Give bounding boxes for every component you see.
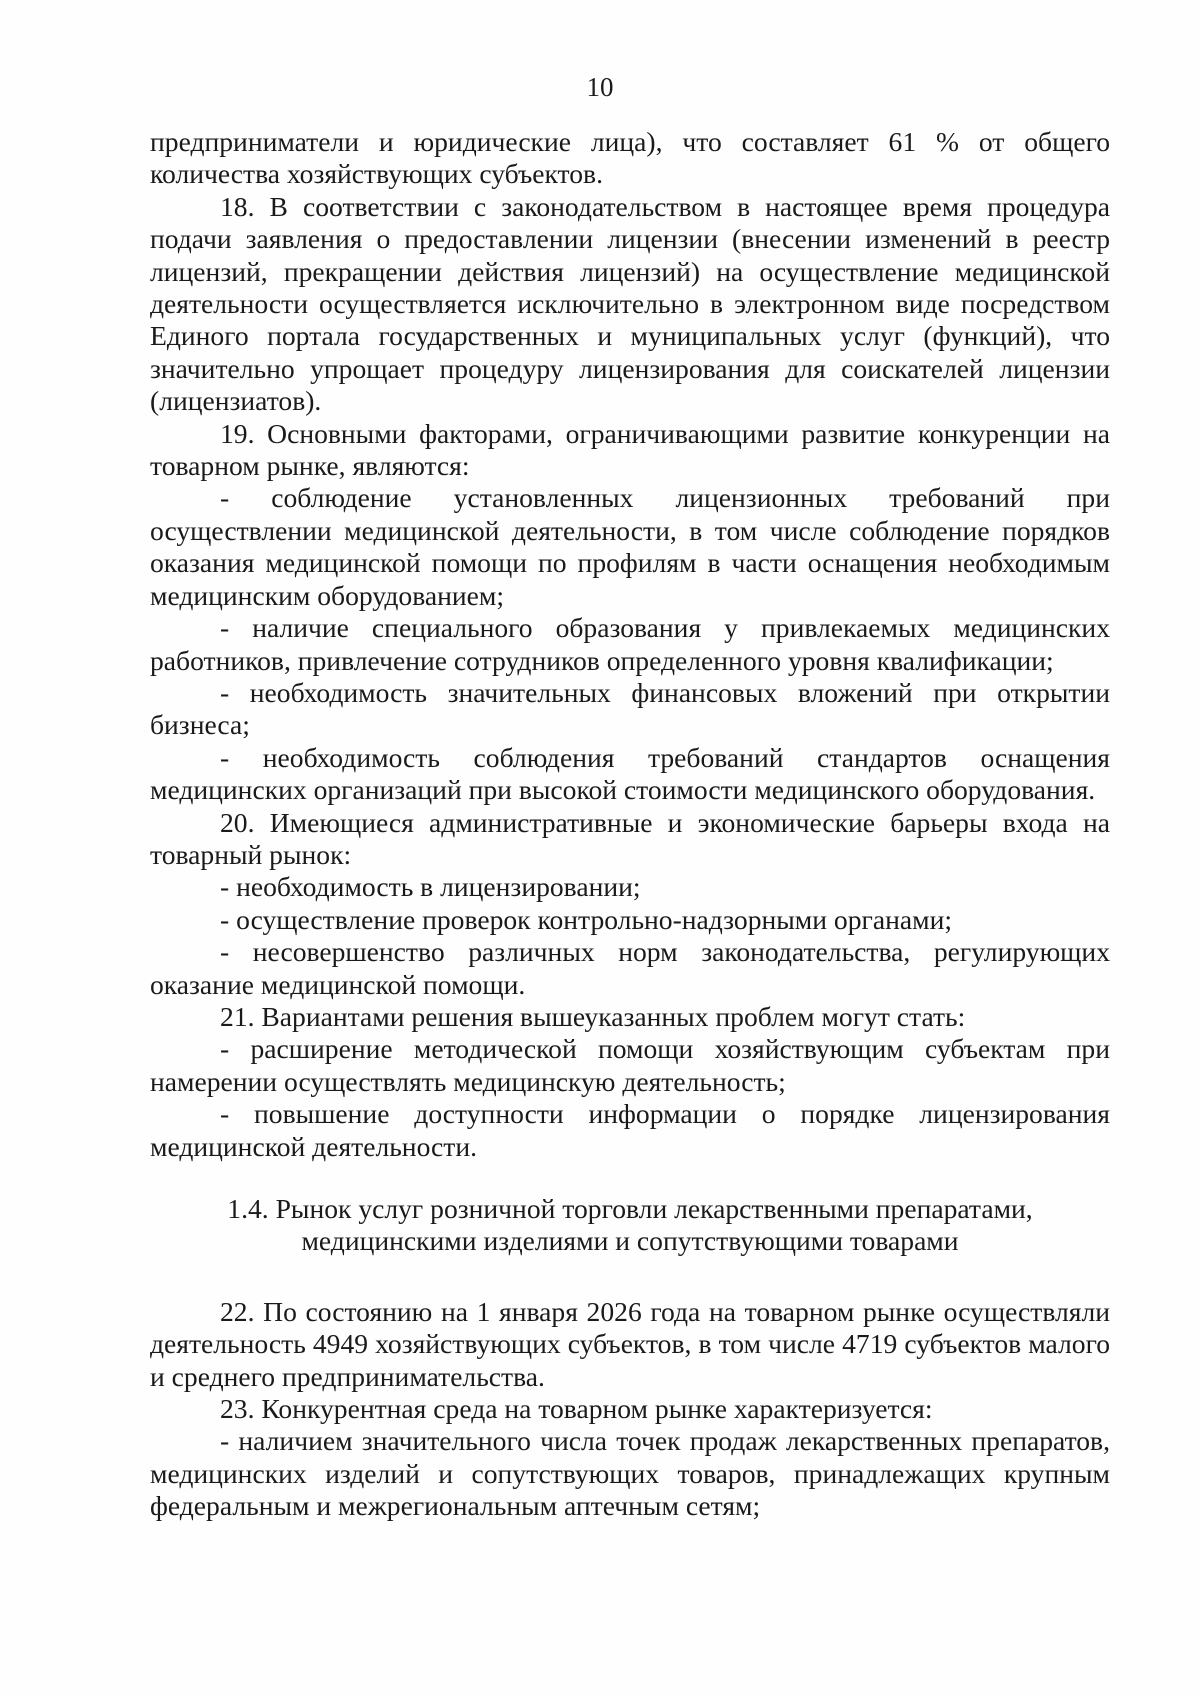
paragraph: 20. Имеющиеся административные и экономические барьеры входа на товарный рынок:: [150, 806, 1110, 870]
list-item: - несовершенство различных норм законодательства, регулирующих оказание медицинской помощи.: [150, 936, 1110, 1000]
list-item: - повышение доступности информации о порядке лицензирования медицинской деятельности.: [150, 1098, 1110, 1162]
section-heading-line-2: медицинскими изделиями и сопутствующими товарами: [301, 1225, 959, 1257]
paragraph: 22. По состоянию на 1 января 2026 года на товарном рынке осуществляли деятельность 4949 хозяйствующих субъектов, в том числе 4719 субъектов малого и среднего предпринимательства.: [150, 1295, 1110, 1392]
list-item: - необходимость значительных финансовых вложений при открытии бизнеса;: [150, 676, 1110, 741]
document-body: [150, 126, 1110, 1523]
paragraph: 21. Вариантами решения вышеуказанных проблем могут стать:: [220, 1000, 966, 1032]
list-item: - расширение методической помощи хозяйствующим субъектам при намерении осуществлять медицинскую деятельность;: [150, 1033, 1110, 1097]
section-heading: [150, 1193, 1110, 1258]
page-number: 10: [586, 72, 614, 102]
list-item: - наличие специального образования у привлекаемых медицинских работников, привлечение сотрудников определенного уровня квалификации;: [150, 612, 1110, 676]
paragraph: 23. Конкурентная среда на товарном рынке характеризуется:: [220, 1393, 933, 1425]
list-item: - необходимость в лицензировании;: [220, 871, 641, 903]
list-item: - необходимость соблюдения требований стандартов оснащения медицинских организаций при высокой стоимости медицинского оборудования.: [150, 741, 1110, 806]
paragraph: 19. Основными факторами, ограничивающими развитие конкуренции на товарном рынке, являются:: [150, 417, 1110, 482]
section-heading-line-1: 1.4. Рынок услуг розничной торговли лекарственными препаратами,: [227, 1193, 1033, 1224]
list-item: - соблюдение установленных лицензионных требований при осуществлении медицинской деятельности, в том числе соблюдение порядков оказания медицинской помощи по профилям в части оснащения необходимым медицинским оборудованием;: [150, 482, 1110, 611]
list-item: - наличием значительного числа точек продаж лекарственных препаратов, медицинских изделий и сопутствующих товаров, принадлежащих крупным федеральным и межрегиональным аптечным сетям;: [150, 1425, 1110, 1522]
list-item: - осуществление проверок контрольно-надзорными органами;: [220, 903, 953, 935]
paragraph: предприниматели и юридические лица), что составляет 61 % от общего количества хозяйствующих субъектов.: [150, 126, 1110, 190]
paragraph: 18. В соответствии с законодательством в настоящее время процедура подачи заявления о предоставлении лицензии (внесении изменений в реестр лицензий, прекращении действия лицензий) на осуществление медицинской деятельности осуществляется исключительно в электронном виде посредством Единого портала государственных и муниципальных услуг (функций), что значительно упрощает процедуру лицензирования для соискателей лицензии (лицензиатов).: [150, 190, 1110, 417]
